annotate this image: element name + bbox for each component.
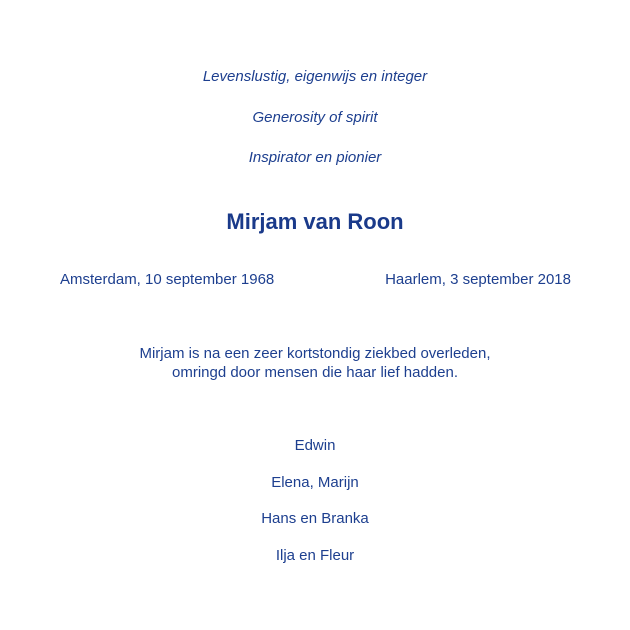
death-place-date: Haarlem, 3 september 2018: [385, 271, 571, 288]
deceased-name: Mirjam van Roon: [226, 209, 404, 234]
family-member: Edwin: [294, 437, 336, 454]
motto-line: Inspirator en pionier: [248, 149, 382, 166]
birth-place-date: Amsterdam, 10 september 1968: [60, 271, 275, 288]
family-member: Elena, Marijn: [271, 474, 359, 491]
message-line: Mirjam is na een zeer kortstondig ziekbed overleden,: [139, 345, 491, 362]
motto-line: Generosity of spirit: [252, 109, 378, 126]
family-member: Ilja en Fleur: [275, 547, 355, 564]
message-line: omringd door mensen die haar lief hadden.: [171, 364, 459, 381]
motto-line: Levenslustig, eigenwijs en integer: [202, 68, 428, 85]
family-member: Hans en Branka: [261, 510, 369, 527]
